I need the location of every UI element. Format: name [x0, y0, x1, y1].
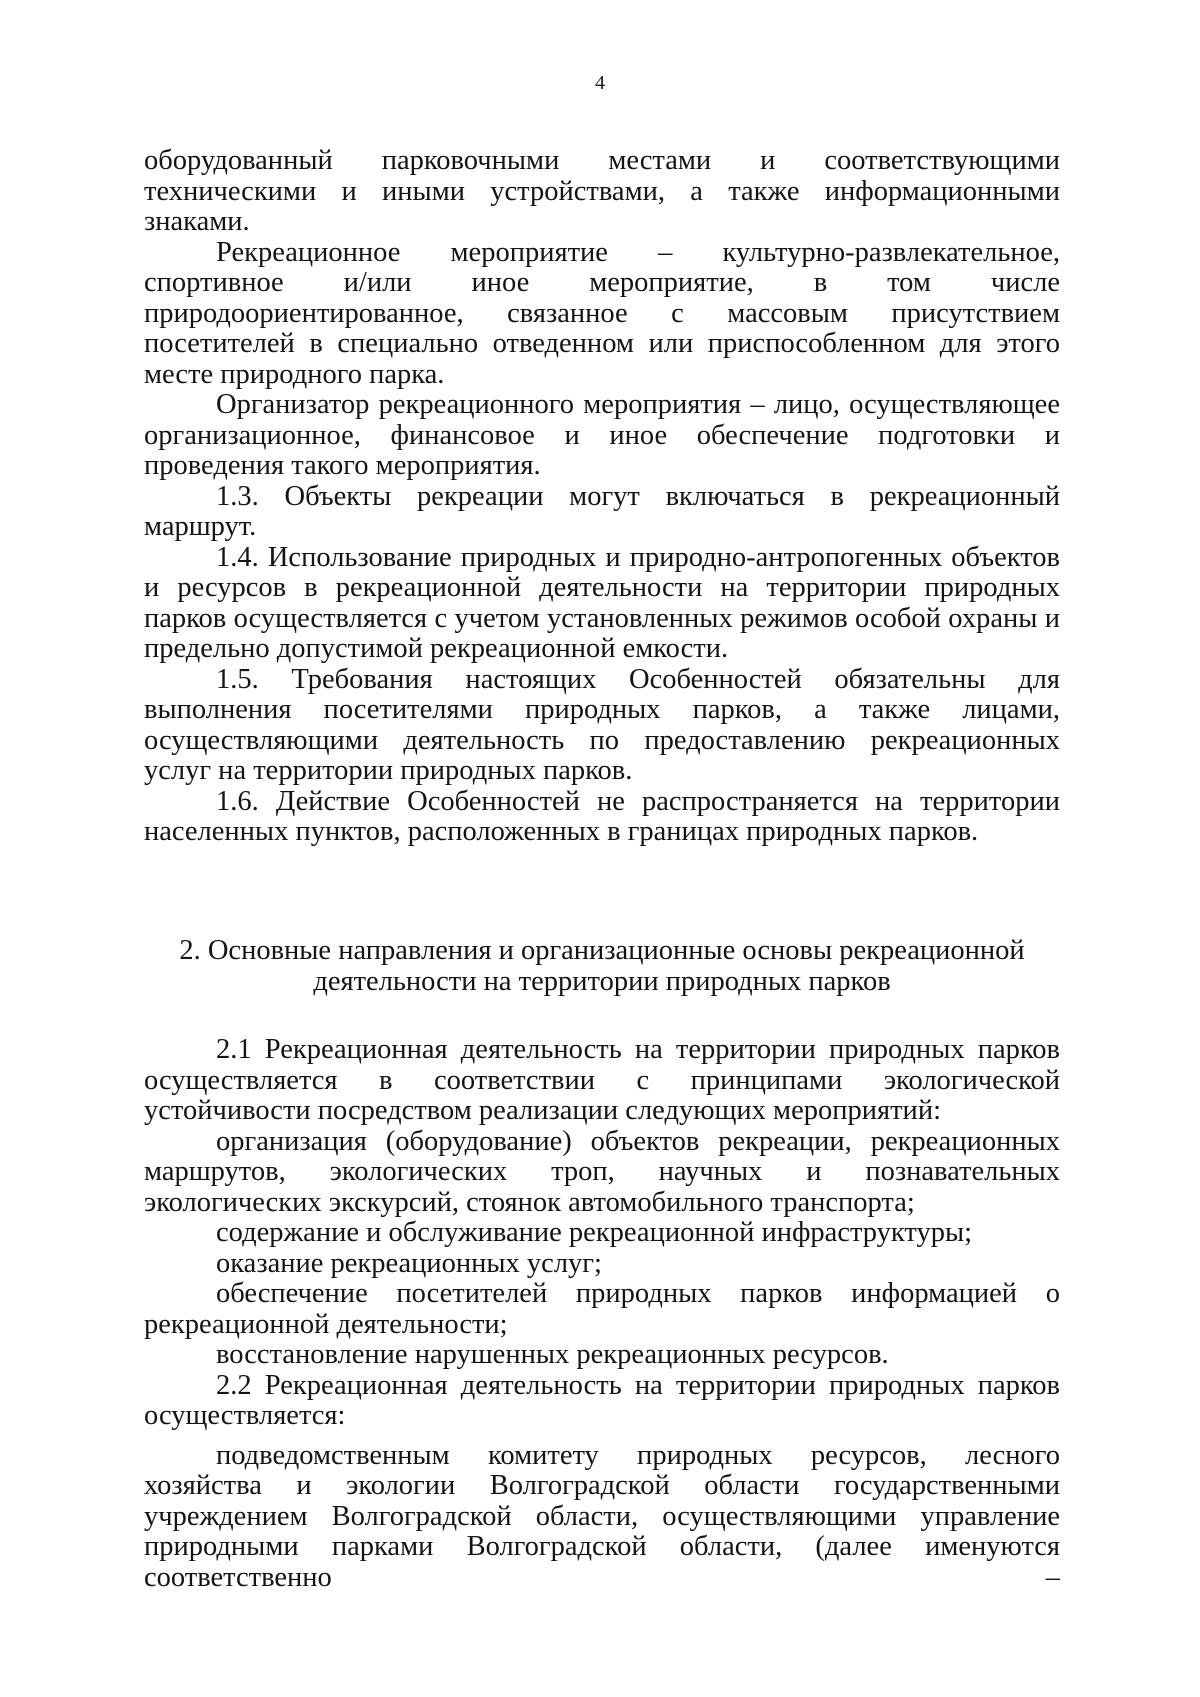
section-2-body: [144, 1035, 1060, 1593]
paragraph-clause-1-5: 1.5. Требования настоящих Особенностей обязательны для выполнения посетителями природных парков, а также лицами, осуществляющими деятельность по предоставлению рекреационных услуг на территории природных парков.: [144, 663, 1060, 786]
list-item-organization: организация (оборудование) объектов рекреации, рекреационных маршрутов, экологических троп, научных и познавательных экологических экскурсий, стоянок автомобильного транспорта;: [144, 1125, 1060, 1218]
paragraph-recreational-event-definition: Рекреационное мероприятие – культурно-развлекательное, спортивное и/или иное мероприятие, в том числе природоориентированное, связанное с массовым присутствием посетителей в специально отведенном или приспособленном для этого месте природного парка.: [144, 236, 1060, 390]
paragraph-clause-1-4: 1.4. Использование природных и природно-антропогенных объектов и ресурсов в рекреационной деятельности на территории природных парков осуществляется с учетом установленных режимов особой охраны и предельно допустимой рекреационной емкости.: [144, 541, 1060, 664]
section-2-heading-line-2: деятельности на территории природных парков: [313, 966, 891, 997]
page-number: 4: [595, 72, 605, 94]
section-2-heading: [144, 935, 1060, 997]
list-item-services: оказание рекреационных услуг;: [216, 1247, 602, 1279]
paragraph-clause-1-3: 1.3. Объекты рекреации могут включаться в рекреационный маршрут.: [144, 480, 1060, 542]
list-item-restoration: восстановление нарушенных рекреационных ресурсов.: [216, 1339, 889, 1370]
paragraph-parking-continuation: оборудованный парковочными местами и соответствующими техническими и иными устройствами, а также информационными знаками.: [144, 145, 1060, 237]
paragraph-event-organizer-definition: Организатор рекреационного мероприятия – лицо, осуществляющее организационное, финансовое и иное обеспечение подготовки и проведения такого мероприятия.: [144, 389, 1060, 481]
list-item-maintenance: содержание и обслуживание рекреационной инфраструктуры;: [216, 1217, 973, 1248]
paragraph-clause-2-2: 2.2 Рекреационная деятельность на территории природных парков осуществляется:: [144, 1369, 1060, 1431]
paragraph-subordinate-institution: подведомственным комитету природных ресурсов, лесного хозяйства и экологии Волгоградской области государственными учреждением Волгоградской области, осуществляющими управление природными парками Волгоградской области, (далее именуются соответственно –: [144, 1439, 1060, 1593]
paragraph-clause-1-6: 1.6. Действие Особенностей не распространяется на территории населенных пунктов, расположенных в границах природных парков.: [144, 785, 1060, 847]
section-2-heading-line-1: 2. Основные направления и организационные основы рекреационной: [179, 935, 1025, 966]
list-item-information: обеспечение посетителей природных парков информацией о рекреационной деятельности;: [144, 1278, 1060, 1340]
paragraph-clause-2-1: 2.1 Рекреационная деятельность на территории природных парков осуществляется в соответствии с принципами экологической устойчивости посредством реализации следующих мероприятий:: [144, 1034, 1060, 1126]
section-1-continuation: [144, 146, 1060, 848]
